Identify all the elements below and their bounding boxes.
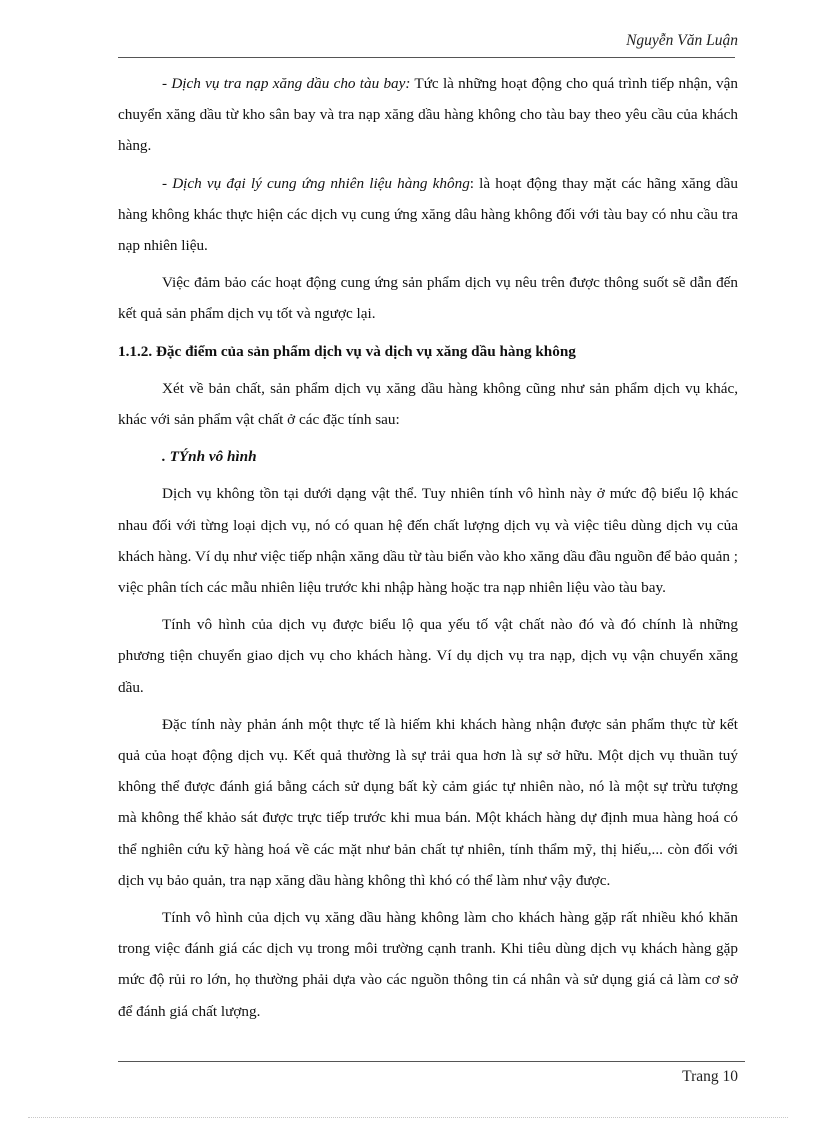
paragraph-4: Xét về bản chất, sản phẩm dịch vụ xăng dầu hàng không cũng như sản phẩm dịch vụ khác, khác với sản phẩm vật chất ở các đặc tính sau: xyxy=(118,379,738,429)
paragraph-8: Tính vô hình của dịch vụ xăng dầu hàng không làm cho khách hàng gặp rất nhiều khó khăn trong việc đánh giá các dịch vụ trong môi trường cạnh tranh. Khi tiêu dùng dịch vụ khách hàng gặp mức độ rủi ro lớn, họ thường phải dựa vào các nguồn thông tin cá nhân và sử dụng giá cả làm cơ sở để đánh giá chất lượng. xyxy=(118,909,738,1020)
paragraph-3: Việc đảm bảo các hoạt động cung ứng sản phẩm dịch vụ nêu trên được thông suốt sẽ dẫn đến kết quả sản phẩm dịch vụ tốt và ngược lại. xyxy=(118,274,738,323)
document-body xyxy=(118,68,738,1033)
section-heading: 1.1.2. Đặc điểm của sản phẩm dịch vụ và dịch vụ xăng dầu hàng không xyxy=(118,342,576,360)
paragraph-1 xyxy=(118,68,738,162)
paragraph-7: Đặc tính này phản ánh một thực tế là hiếm khi khách hàng nhận được sản phẩm thực từ kết quả của hoạt động dịch vụ. Kết quả thường là sự trải qua hơn là sự sở hữu. Một dịch vụ thuần tuý không thể được đánh giá bằng cách sử dụng bất kỳ cảm giác tự nhiên nào, nó là một sự trừu tượng mà không thể khảo sát được trực tiếp trước khi mua bán. Một khách hàng dự định mua hàng hoá có thể nghiên cứu kỹ hàng hoá về các mặt như bản chất tự nhiên, tính thẩm mỹ, thị hiếu,... còn đối với dịch vụ bảo quản, tra nạp xăng dầu hàng không thì khó có thể làm như vậy được. xyxy=(118,715,738,889)
page-edge-dotted-line xyxy=(28,1117,788,1118)
term-refueling-service: - Dịch vụ tra nạp xăng dầu cho tàu bay: xyxy=(162,75,411,92)
paragraph-6: Tính vô hình của dịch vụ được biểu lộ qua yếu tố vật chất nào đó và đó chính là những phương tiện chuyển giao dịch vụ cho khách hàng. Ví dụ dịch vụ tra nạp, dịch vụ vận chuyển xăng dầu. xyxy=(118,616,738,696)
header-rule xyxy=(118,57,735,58)
paragraph-2-text: : là hoạt động thay mặt các hãng xăng dầu hàng không khác thực hiện các dịch vụ cung ứng xăng dâu hàng không đối với tàu bay có nhu cầu tra nạp nhiên liệu. xyxy=(118,174,738,255)
term-agency-service: - Dịch vụ đại lý cung ứng nhiên liệu hàng không xyxy=(162,174,470,192)
subsection-heading: . TÝnh vô hình xyxy=(162,448,257,466)
footer-rule xyxy=(118,1061,745,1062)
paragraph-2 xyxy=(118,168,738,262)
paragraph-5: Dịch vụ không tồn tại dưới dạng vật thể. Tuy nhiên tính vô hình này ở mức độ biểu lộ khác nhau đối với từng loại dịch vụ, nó có quan hệ đến chất lượng dịch vụ và việc tiêu dùng dịch vụ của khách hàng. Ví dụ như việc tiếp nhận xăng dầu từ tàu biển vào kho xăng dầu đầu nguồn để bảo quản ; việc phân tích các mẫu nhiên liệu trước khi nhập hàng hoặc tra nạp nhiên liệu vào tàu bay. xyxy=(118,485,738,597)
page-number: Trang 10 xyxy=(682,1068,738,1085)
paragraph-1-text: Tức là những hoạt động cho quá trình tiếp nhận, vận chuyển xăng dầu từ kho sân bay và tra nạp xăng dầu hàng không cho tàu bay theo yêu cầu của khách hàng. xyxy=(118,75,738,155)
header-author: Nguyễn Văn Luận xyxy=(626,32,738,49)
